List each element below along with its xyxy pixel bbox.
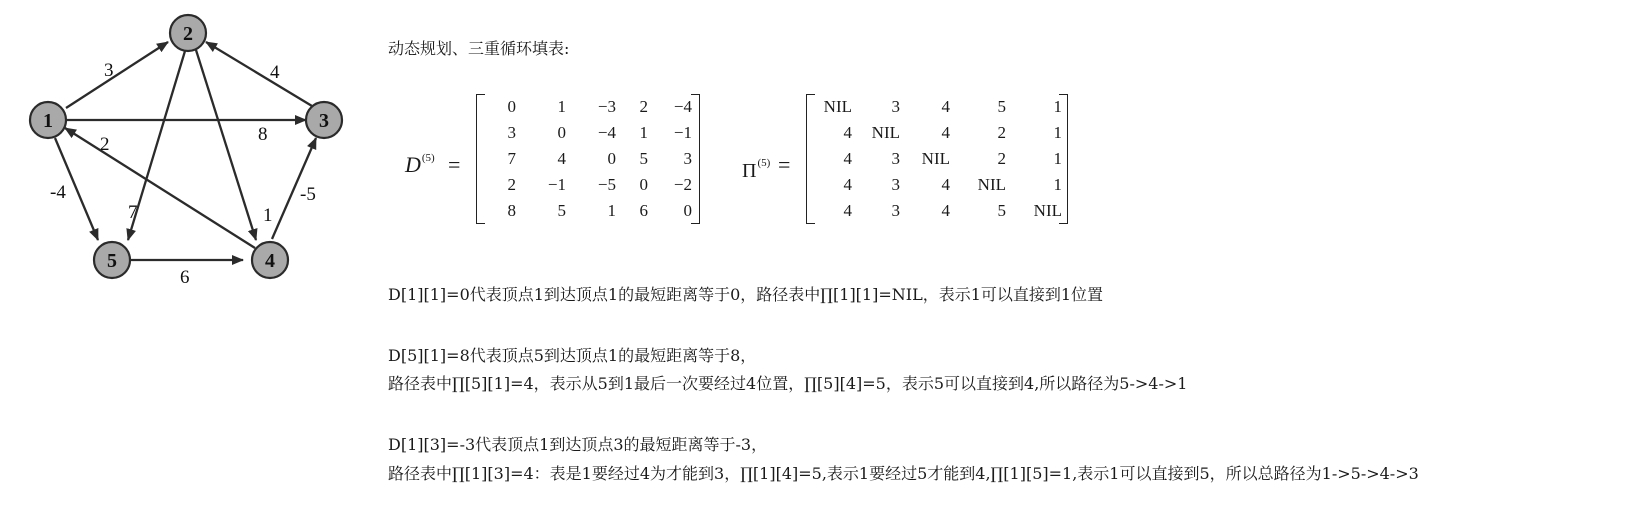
matrix-pi-cell: 4 bbox=[941, 97, 950, 116]
note-line-3: 路径表中∏[5][1]=4，表示从5到1最后一次要经过4位置，∏[5][4]=5，表示5可以直接到4,所以路径为5->4->1 bbox=[388, 374, 1188, 393]
matrix-d-cell: −1 bbox=[547, 175, 566, 194]
matrix-d-cell: −4 bbox=[597, 123, 616, 142]
note-line-2: D[5][1]=8代表顶点5到达顶点1的最短距离等于8， bbox=[388, 346, 757, 365]
matrix-pi-cell: 3 bbox=[891, 97, 900, 116]
matrix-pi-cell: 5 bbox=[997, 97, 1006, 116]
matrix-d-cell: −3 bbox=[597, 97, 616, 116]
matrix-d-cell: −4 bbox=[673, 97, 692, 116]
matrix-d-cell: 5 bbox=[557, 201, 566, 220]
matrix-pi-row bbox=[812, 120, 1062, 146]
matrix-pi-cell: 2 bbox=[997, 149, 1006, 168]
matrix-d-cell: 0 bbox=[507, 97, 516, 116]
edge-3-2 bbox=[206, 42, 312, 106]
note-line-1: D[1][1]=0代表顶点1到达顶点1的最短距离等于0，路径表中∏[1][1]=NIL，表示1可以直接到1位置 bbox=[388, 285, 1104, 304]
matrix-pi-cell: NIL bbox=[977, 175, 1006, 194]
matrix-pi-equals: = bbox=[778, 152, 791, 177]
graph-diagram bbox=[0, 0, 380, 300]
matrix-pi-cell: 1 bbox=[1053, 149, 1062, 168]
node-5 bbox=[94, 242, 130, 278]
node-3 bbox=[306, 102, 342, 138]
matrix-pi-cell: NIL bbox=[921, 149, 950, 168]
note-line-4: D[1][3]=-3代表顶点1到达顶点3的最短距离等于-3， bbox=[388, 435, 768, 454]
edge-2-5 bbox=[128, 51, 185, 240]
matrix-pi-letter: Π bbox=[742, 160, 757, 182]
edge-2-4-weight: 1 bbox=[263, 205, 273, 226]
matrix-d-cell: 3 bbox=[683, 149, 692, 168]
matrix-d-cell: 2 bbox=[507, 175, 516, 194]
matrix-pi-cell: 4 bbox=[843, 149, 852, 168]
matrix-d-row bbox=[486, 94, 692, 120]
matrix-d-cell: 7 bbox=[507, 149, 516, 168]
node-1 bbox=[30, 102, 66, 138]
matrix-d-cell: −2 bbox=[673, 175, 692, 194]
edge-1-5 bbox=[50, 138, 98, 240]
node-1-label: 1 bbox=[43, 110, 53, 132]
node-3-label: 3 bbox=[319, 110, 329, 132]
matrix-d-right-bracket bbox=[691, 94, 700, 224]
matrix-pi-cell: 4 bbox=[941, 123, 950, 142]
matrix-pi-cell: 3 bbox=[891, 149, 900, 168]
node-4 bbox=[252, 242, 288, 278]
matrix-d-cell: 1 bbox=[557, 97, 566, 116]
matrix-d-equals: = bbox=[448, 152, 461, 177]
matrix-d-row bbox=[486, 120, 692, 146]
matrix-d-cell: 1 bbox=[639, 123, 648, 142]
matrix-pi-cell: 1 bbox=[1053, 175, 1062, 194]
matrix-d-cell: 4 bbox=[557, 149, 566, 168]
edge-4-3-weight: -5 bbox=[300, 184, 316, 205]
matrix-d-row bbox=[486, 172, 692, 198]
matrix-d-cell: 0 bbox=[557, 123, 566, 142]
matrix-d-superscript: (5) bbox=[421, 152, 435, 164]
section-title: 动态规划、三重循环填表: bbox=[388, 39, 570, 58]
matrix-d-cell: 6 bbox=[639, 201, 648, 220]
edge-5-4-weight: 6 bbox=[180, 267, 190, 288]
matrix-d-label bbox=[405, 152, 435, 178]
edge-1-2 bbox=[66, 42, 168, 108]
matrix-d-row bbox=[486, 146, 692, 172]
matrix-pi-cell: NIL bbox=[1033, 201, 1062, 220]
matrix-pi-row bbox=[812, 94, 1062, 120]
matrix-d-row bbox=[486, 198, 692, 224]
matrix-pi-cell: 3 bbox=[891, 201, 900, 220]
edge-5-4 bbox=[130, 260, 243, 288]
edge-4-1-weight: 2 bbox=[100, 134, 110, 155]
matrix-pi-cell: 5 bbox=[997, 201, 1006, 220]
matrix-pi-cell: 4 bbox=[843, 175, 852, 194]
edge-1-3-weight: 8 bbox=[258, 124, 268, 145]
node-4-label: 4 bbox=[265, 250, 275, 272]
node-5-label: 5 bbox=[107, 250, 117, 272]
edge-1-2-weight: 3 bbox=[104, 60, 114, 81]
matrix-d-cell: 5 bbox=[639, 149, 648, 168]
matrix-pi-cell: NIL bbox=[871, 123, 900, 142]
matrix-pi-left-bracket bbox=[806, 94, 815, 224]
matrix-pi bbox=[806, 94, 1068, 224]
matrix-pi-superscript: (5) bbox=[757, 157, 771, 169]
matrix-pi-row bbox=[812, 172, 1062, 198]
matrix-d-cell: 8 bbox=[507, 201, 516, 220]
edge-4-3 bbox=[272, 138, 316, 239]
matrix-pi-cell: 4 bbox=[843, 201, 852, 220]
matrix-d-cell: 0 bbox=[607, 149, 616, 168]
matrix-pi-cell: 1 bbox=[1053, 97, 1062, 116]
matrix-pi-cell: 1 bbox=[1053, 123, 1062, 142]
matrix-pi-right-bracket bbox=[1059, 94, 1068, 224]
edge-2-4 bbox=[196, 50, 273, 240]
matrix-d-cell: 2 bbox=[639, 97, 648, 116]
matrix-pi-cell: 4 bbox=[941, 175, 950, 194]
matrix-pi-label bbox=[742, 157, 770, 183]
matrix-d bbox=[476, 94, 700, 224]
matrix-d-cell: −5 bbox=[597, 175, 616, 194]
matrix-pi-cell: 3 bbox=[891, 175, 900, 194]
matrix-d-cell: 0 bbox=[639, 175, 648, 194]
nodes-layer bbox=[30, 15, 342, 278]
matrix-d-cell: −1 bbox=[673, 123, 692, 142]
edge-3-2-weight: 4 bbox=[270, 62, 280, 83]
matrix-pi-cell: 4 bbox=[941, 201, 950, 220]
matrix-pi-cell: 4 bbox=[843, 123, 852, 142]
node-2 bbox=[170, 15, 206, 51]
matrix-d-letter: D bbox=[405, 152, 421, 177]
matrix-d-cell: 0 bbox=[683, 201, 692, 220]
matrix-pi-cell: NIL bbox=[823, 97, 852, 116]
matrix-d-left-bracket bbox=[476, 94, 485, 224]
matrix-pi-row bbox=[812, 198, 1062, 224]
edge-1-5-weight: -4 bbox=[50, 182, 66, 203]
matrix-pi-row bbox=[812, 146, 1062, 172]
matrix-d-cell: 1 bbox=[607, 201, 616, 220]
node-2-label: 2 bbox=[183, 23, 193, 45]
matrix-d-cell: 3 bbox=[507, 123, 516, 142]
matrix-pi-cell: 2 bbox=[997, 123, 1006, 142]
edge-2-5-weight: 7 bbox=[128, 202, 138, 223]
note-line-5: 路径表中∏[1][3]=4：表是1要经过4为才能到3，∏[1][4]=5,表示1要经过5才能到4,∏[1][5]=1,表示1可以直接到5，所以总路径为1->5->4->3 bbox=[388, 464, 1419, 483]
